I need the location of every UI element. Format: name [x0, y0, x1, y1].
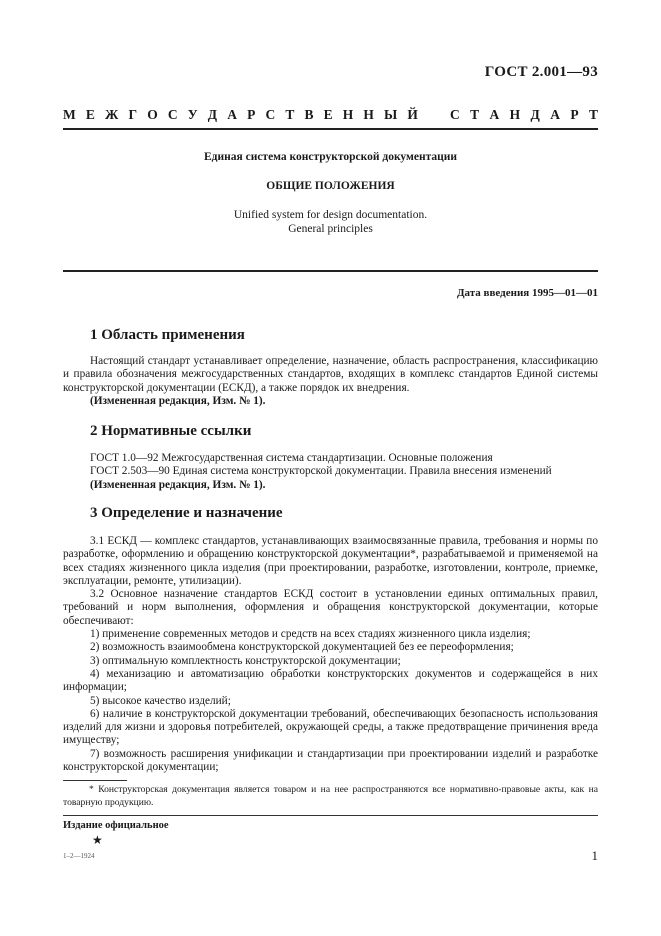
list-item-4: 4) механизацию и автоматизацию обработки конструкторских документов и содержащейся в них информации;: [63, 667, 598, 694]
star-icon: ★: [92, 833, 103, 847]
standard-type-heading: [63, 107, 598, 123]
gost-code: ГОСТ 2.001—93: [484, 64, 598, 80]
list-item-5: 5) высокое качество изделий;: [90, 694, 231, 707]
english-title: [63, 208, 598, 236]
reference-gost-1-0: ГОСТ 1.0—92 Межгосударственная система стандартизации. Основные положения: [90, 452, 493, 464]
section-1-heading: 1 Область применения: [90, 327, 245, 343]
document-title: ОБЩИЕ ПОЛОЖЕНИЯ: [266, 180, 395, 192]
list-item-3: 3) оптимальную комплектность конструкторской документации;: [90, 654, 401, 667]
clause-3-1: 3.1 ЕСКД — комплекс стандартов, устанавливающих взаимосвязанные правила, требования и нормы по разработке, оформлению и обращению конструкторской документации*, разрабатываемой и применяемой на всех стадиях жизненного цикла изделия (при проектировании, разработке, изготовлении, контроле, приемке, эксплуатации, ремонте, утилизации).: [63, 535, 598, 587]
list-item-7: 7) возможность расширения унификации и стандартизации при проектировании изделий и разработке конструкторской документации;: [63, 747, 598, 774]
print-code: 1–2—1924: [63, 852, 95, 860]
section-1-edit-note: (Измененная редакция, Изм. № 1).: [90, 394, 266, 407]
date-of-introduction: Дата введения 1995—01—01: [456, 287, 598, 299]
english-title-line-2: General principles: [288, 223, 373, 235]
bottom-rule: [63, 815, 598, 816]
standard-type-word-1: М Е Ж Г О С У Д А Р С Т В Е Н Н Ы Й: [63, 107, 418, 122]
section-3-heading: 3 Определение и назначение: [90, 505, 283, 521]
footnote-rule: [63, 780, 127, 781]
page-number: 1: [591, 848, 598, 863]
section-2-edit-note: (Измененная редакция, Изм. № 1).: [90, 478, 266, 491]
footnote: * Конструкторская документация является товаром и на нее распространяются все нормативно-правовые акты, как на товарную продукцию.: [63, 784, 598, 808]
section-3-body: [63, 535, 598, 774]
list-item-1: 1) применение современных методов и средств на всех стадиях жизненного цикла изделия;: [90, 628, 531, 641]
reference-gost-2-503: ГОСТ 2.503—90 Единая система конструкторской документации. Правила внесения изменений: [90, 465, 552, 478]
standard-type-word-2: С Т А Н Д А Р Т: [450, 107, 598, 122]
section-2-body: [63, 452, 598, 492]
system-title: Единая система конструкторской документации: [204, 151, 457, 163]
official-edition-label: Издание официальное: [63, 820, 169, 831]
top-rule: [63, 128, 598, 130]
section-1-paragraph: Настоящий стандарт устанавливает определение, назначение, область распространения, классификацию и правила обозначения межгосударственных стандартов, входящих в комплекс стандартов Единой системы конструкторской документации (ЕСКД), а также порядок их внедрения.: [63, 355, 598, 394]
section-2-heading: 2 Нормативные ссылки: [90, 423, 252, 439]
clause-3-2: 3.2 Основное назначение стандартов ЕСКД состоит в установлении единых оптимальных правил, требований и норм выполнения, оформления и обращения конструкторской документации, которые обеспечивают:: [63, 588, 598, 627]
english-title-line-1: Unified system for design documentation.: [233, 209, 428, 221]
section-1-body: [63, 355, 598, 408]
title-rule: [63, 270, 598, 272]
list-item-6: 6) наличие в конструкторской документации требований, обеспечивающих безопасность использования изделий для жизни и здоровья потребителей, окружающей среды, а также предотвращение причинения вреда имуществу;: [63, 707, 598, 747]
list-item-2: 2) возможность взаимообмена конструкторской документацией без ее переоформления;: [90, 641, 514, 654]
